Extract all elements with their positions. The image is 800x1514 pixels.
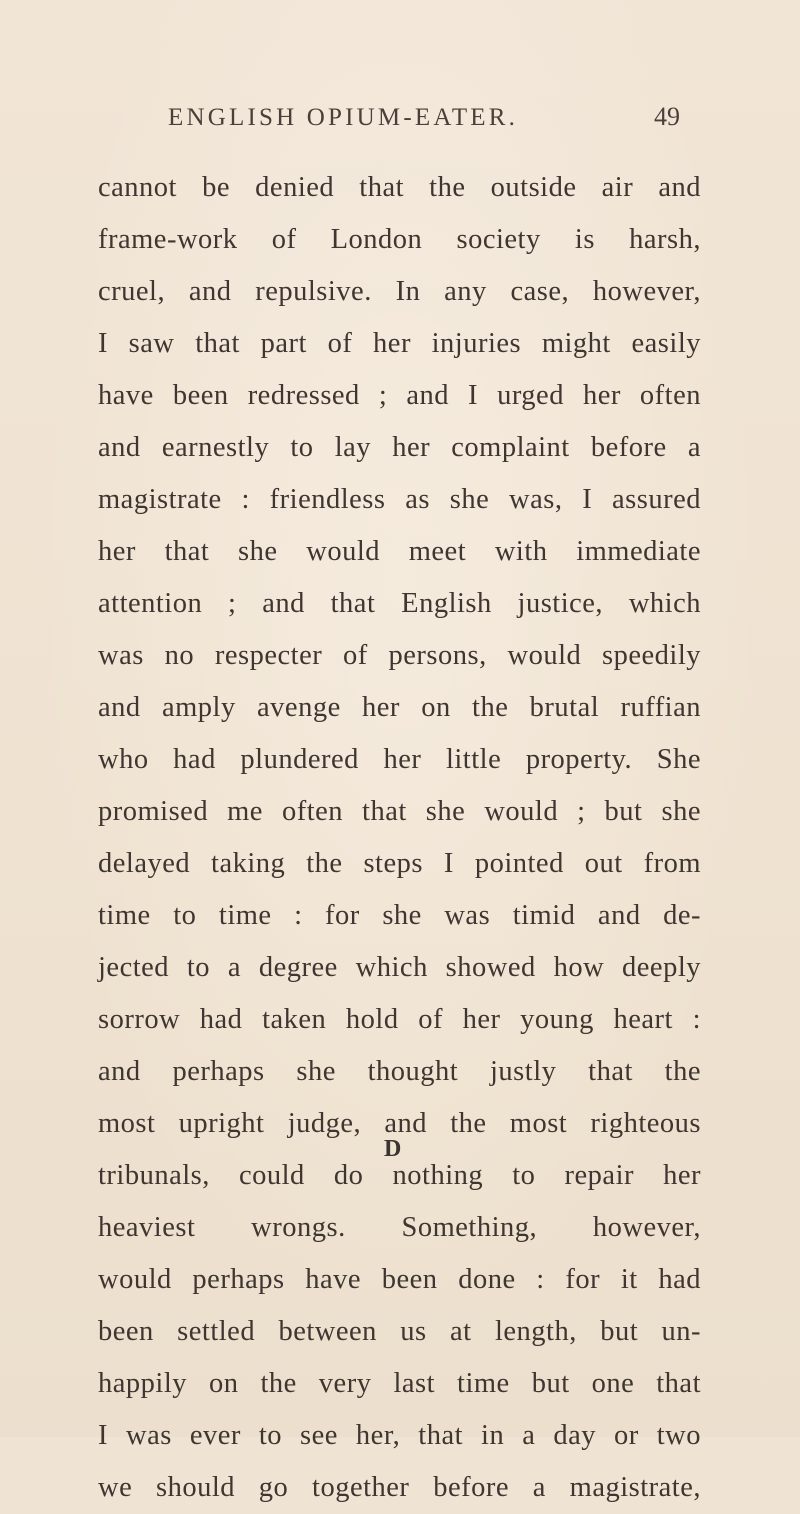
text-line: frame-work of London society is harsh, [98,224,701,255]
text-line: heaviest wrongs. Something, however, [98,1212,701,1243]
text-line: time to time : for she was timid and de- [98,900,701,931]
text-line: was no respecter of persons, would speedily [98,640,701,671]
text-line: sorrow had taken hold of her young heart : [98,1004,701,1035]
text-line: jected to a degree which showed how deeply [98,952,701,983]
text-line: and earnestly to lay her complaint before a [98,432,701,463]
body-text [98,162,701,1514]
text-line: cannot be denied that the outside air and [98,172,701,203]
text-line: happily on the very last time but one that [98,1368,701,1399]
text-line: would perhaps have been done : for it had [98,1264,701,1295]
text-line: attention ; and that English justice, which [98,588,701,619]
text-line: who had plundered her little property. She [98,744,701,775]
text-line: promised me often that she would ; but she [98,796,701,827]
running-title: ENGLISH OPIUM-EATER. [168,104,519,131]
text-line: I was ever to see her, that in a day or two [98,1420,701,1451]
text-line: we should go together before a magistrate, [98,1472,701,1503]
text-line: magistrate : friendless as she was, I assured [98,484,701,515]
text-line: have been redressed ; and I urged her often [98,380,701,411]
text-line: cruel, and repulsive. In any case, however, [98,276,701,307]
text-line: her that she would meet with immediate [98,536,701,567]
page-number: 49 [654,102,680,131]
text-line: most upright judge, and the most righteous [98,1108,701,1139]
text-line: tribunals, could do nothing to repair her [98,1160,701,1191]
text-line: delayed taking the steps I pointed out from [98,848,701,879]
signature-mark: D [384,1136,402,1162]
text-line: I saw that part of her injuries might easily [98,328,701,359]
text-line: been settled between us at length, but un- [98,1316,701,1347]
text-line: and perhaps she thought justly that the [98,1056,701,1087]
text-line: and amply avenge her on the brutal ruffian [98,692,701,723]
